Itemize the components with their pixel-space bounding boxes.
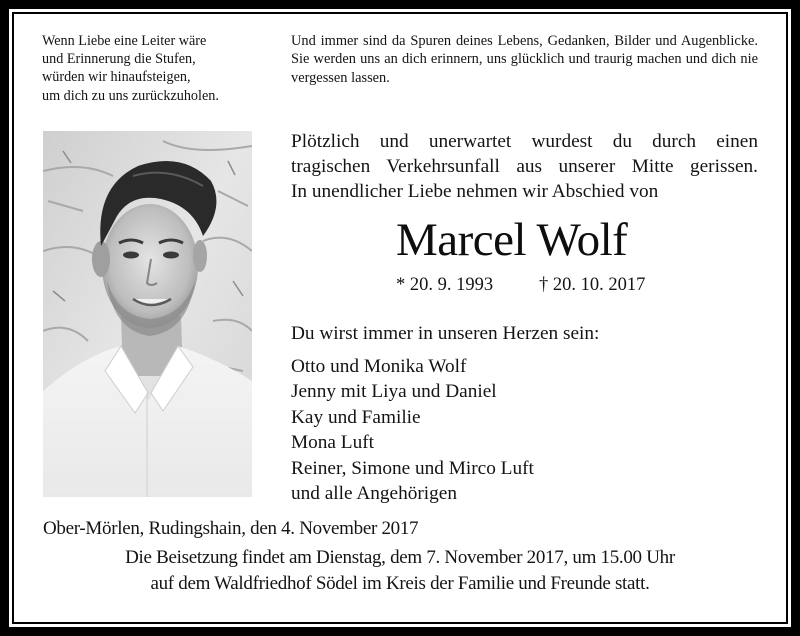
funeral-line: Die Beisetzung findet am Dienstag, dem 7. November 2017, um 15.00 Uhr (125, 547, 675, 568)
verse-line: Wenn Liebe eine Leiter wäre (42, 33, 207, 49)
birth-date: * 20. 9. 1993 (396, 275, 494, 295)
mourner-entry: Mona Luft (291, 432, 374, 454)
intro-paragraph: Und immer sind da Spuren deines Lebens, Gedanken, Bilder und Augenblicke. Sie werden uns an dich erinnern, uns glücklich und traurig machen und dich nie vergessen lassen. (291, 33, 758, 86)
mourner-entry: Kay und Familie (291, 406, 421, 428)
announcement-line: Plötzlich und unerwartet wurdest du durch einen (291, 131, 758, 152)
mourner-entry: Reiner, Simone und Mirco Luft (291, 457, 534, 479)
announcement-text (291, 129, 758, 204)
mourners-heading: Du wirst immer in unseren Herzen sein: (291, 323, 600, 344)
life-dates (396, 274, 666, 296)
mourner-entry: Otto und Monika Wolf (291, 356, 467, 377)
verse-line: um dich zu uns zurückzuholen. (42, 87, 219, 104)
mourners-list (291, 354, 534, 506)
portrait-photo-icon (43, 131, 252, 497)
funeral-line: auf dem Waldfriedhof Södel im Kreis der Familie und Freunde statt. (150, 572, 650, 594)
announcement-line: In unendlicher Liebe nehmen wir Abschied von (291, 181, 659, 202)
place-and-date: Ober-Mörlen, Rudingshain, den 4. November 2017 (43, 518, 419, 539)
portrait-photo (43, 131, 252, 497)
death-date: † 20. 10. 2017 (539, 275, 646, 295)
opening-verse (42, 32, 282, 105)
deceased-name: Marcel Wolf (396, 214, 628, 266)
funeral-details (20, 545, 780, 596)
mourner-entry: Jenny mit Liya und Daniel (291, 381, 497, 403)
verse-line: und Erinnerung die Stufen, (42, 51, 196, 68)
mourner-entry: und alle Angehörigen (291, 483, 457, 505)
verse-line: würden wir hinaufsteigen, (42, 69, 191, 86)
announcement-line: tragischen Verkehrsunfall aus unserer Mitte gerissen. (291, 156, 758, 177)
